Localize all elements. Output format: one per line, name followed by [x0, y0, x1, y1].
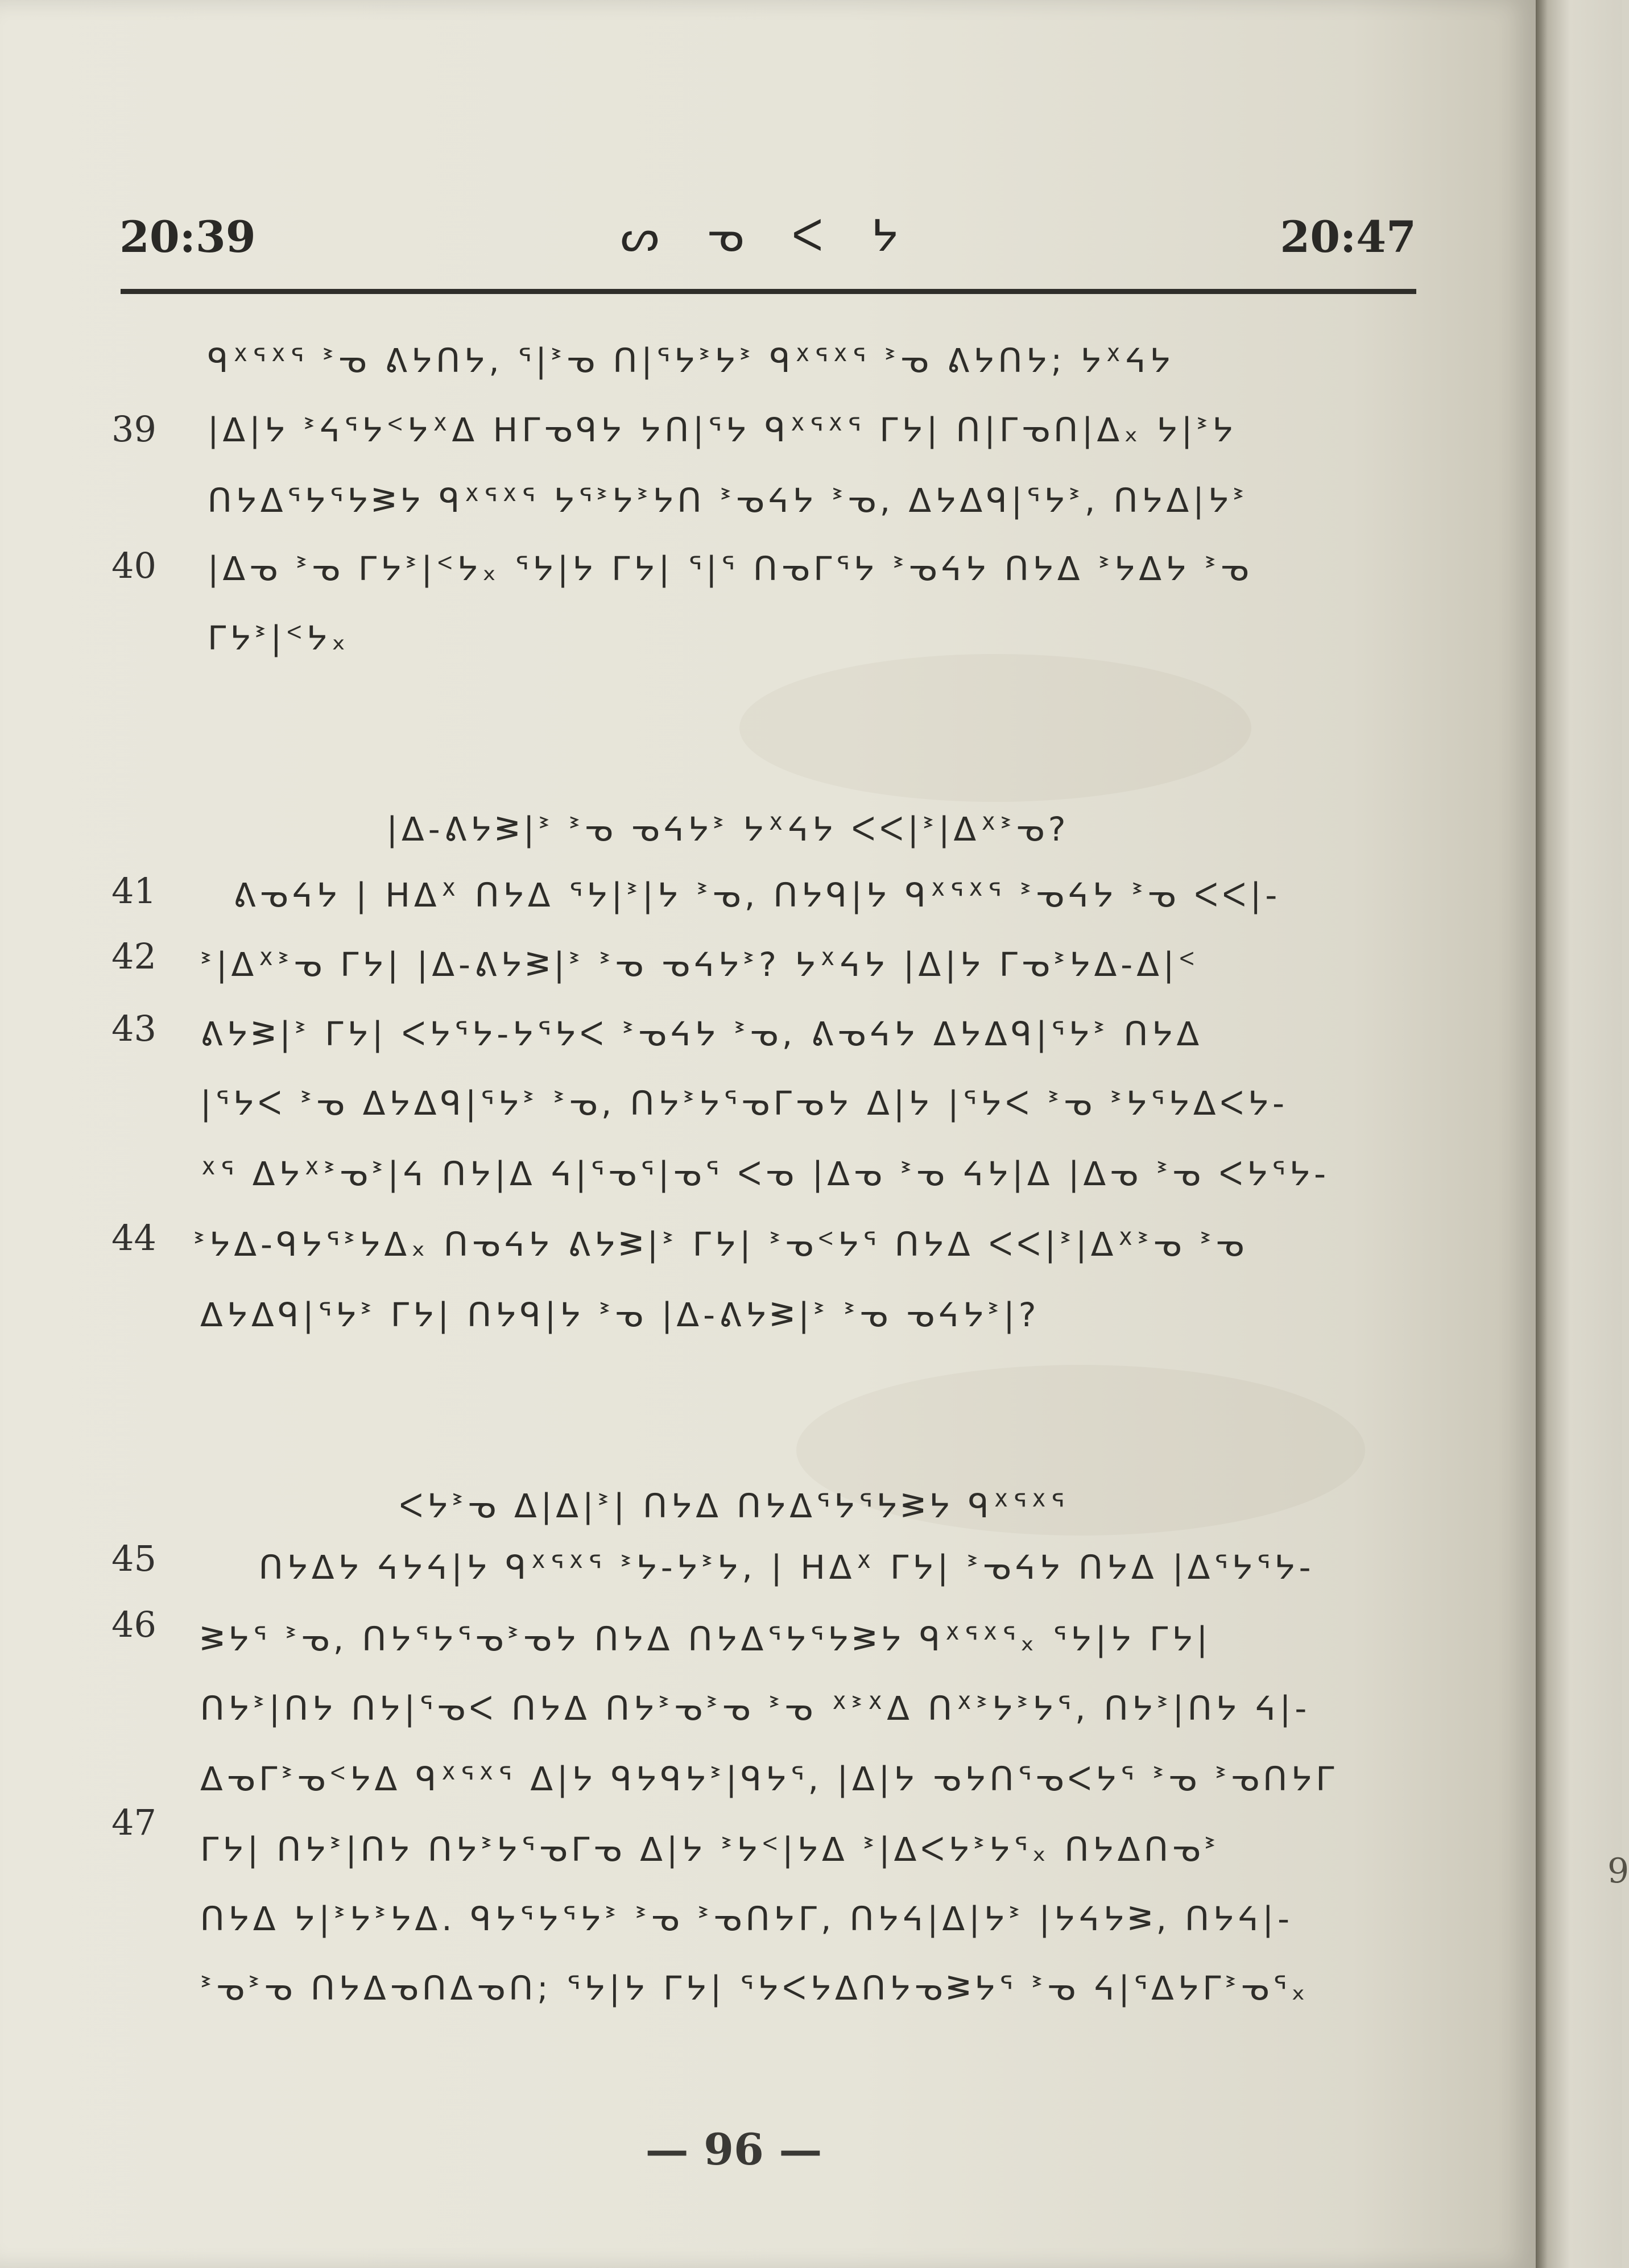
next-page-edge-mark: 9 [1607, 1851, 1629, 1891]
text-line: ᑎᔭᐃᔭ ᔦᔭᔦ|ᔭ ᑫᕁᕐᕁᕐ ᕑᔭ-ᔭᕑᔭ, | ᕼᐃᕁ ᒥᔭ| ᕑᓀᔦᔭ ᑎᔭᐃ |ᐃᕐᔭᕐᔭ- [259, 1548, 1315, 1587]
page-smudge [739, 654, 1251, 802]
text-line: |ᕐᔭᐸ ᕑᓀ ᐃᔭᐃᑫ|ᕐᔭᕑ ᕑᓀ, ᑎᔭᕑᔭᕐᓀᒥᓀᔭ ᐃ|ᔭ |ᕐᔭᐸ ᕑᓀ ᕑᔭᕐᔭᐃᐸᔭ- [200, 1084, 1289, 1123]
header-left-reference: 20:39 [119, 212, 256, 262]
page-header [119, 212, 1416, 274]
text-line: ᕒᔭᕐ ᕑᓀ, ᑎᔭᕐᔭᕐᓀᕑᓀᔭ ᑎᔭᐃ ᑎᔭᐃᕐᔭᕐᔭᕒᔭ ᑫᕁᕐᕁᕐ᙮ ᕐᔭ|ᔭ ᒥᔭ| [200, 1620, 1212, 1658]
verse-number: 46 [111, 1604, 156, 1645]
text-line: ᑎᔭᐃ ᔭ|ᕑᔭᕑᔭᐃ. ᑫᔭᕐᔭᕐᔭᕑ ᕑᓀ ᕑᓀᑎᔭᒥ, ᑎᔭᔦ|ᐃ|ᔭᕑ |ᔭᔦᔭᕒ, ᑎᔭᔦ|- [200, 1899, 1293, 1938]
text-line: ᒥᔭᕑ|ᑉᔭ᙮ [208, 619, 350, 657]
text-line: |ᐃᓀ ᕑᓀ ᒥᔭᕑ|ᑉᔭ᙮ ᕐᔭ|ᔭ ᒥᔭ| ᕐ|ᕐ ᑎᓀᒥᕐᔭ ᕑᓀᔦᔭ ᑎᔭᐃ ᕑᔭᐃᔭ ᕑᓀ [208, 549, 1253, 588]
text-line: ᐃᔭᐃᑫ|ᕐᔭᕑ ᒥᔭ| ᑎᔭᑫ|ᔭ ᕑᓀ |ᐃ-ᕕᔭᕒ|ᕑ ᕑᓀ ᓀᔦᔭᕑ|? [200, 1296, 1040, 1334]
text-line: ᐃᓀᒥᕑᓀᑉᔭᐃ ᑫᕁᕐᕁᕐ ᐃ|ᔭ ᑫᔭᑫᔭᕑ|ᑫᔭᕐ, |ᐃ|ᔭ ᓀᔭᑎᕐᓀᐸᔭᕐ ᕑᓀ ᕑᓀᑎᔭᒥ [200, 1760, 1338, 1798]
next-page-edge [1536, 0, 1622, 2268]
section-heading: ᐸᔭᕑᓀ ᐃ|ᐃ|ᕑ| ᑎᔭᐃ ᑎᔭᐃᕐᔭᕐᔭᕒᔭ ᑫᕁᕐᕁᕐ [399, 1487, 1069, 1525]
header-title: ᔕ ᓀ ᐸ ᔭ [620, 210, 915, 261]
page-number: — 96 — [645, 2124, 822, 2175]
text-line: ᒥᔭ| ᑎᔭᕑ|ᑎᔭ ᑎᔭᕑᔭᕐᓀᒥᓀ ᐃ|ᔭ ᕑᔭᑉ|ᔭᐃ ᕑ|ᐃᐸᔭᕑᔭᕐ᙮ ᑎᔭᐃᑎᓀᕑ [200, 1830, 1221, 1869]
text-line: ᕕᓀᔦᔭ | ᕼᐃᕁ ᑎᔭᐃ ᕐᔭ|ᕑ|ᔭ ᕑᓀ, ᑎᔭᑫ|ᔭ ᑫᕁᕐᕁᕐ ᕑᓀᔦᔭ ᕑᓀ ᐸᐸ|- [233, 876, 1281, 914]
verse-number: 41 [111, 870, 156, 912]
verse-number: 43 [111, 1008, 156, 1049]
header-right-reference: 20:47 [1280, 212, 1416, 262]
verse-number: 39 [111, 408, 156, 450]
verse-number: 44 [111, 1217, 156, 1259]
text-line: ᕁᕐ ᐃᔭᕁᕑᓀᕑ|ᔦ ᑎᔭ|ᐃ ᔦ|ᕐᓀᕐ|ᓀᕐ ᐸᓀ |ᐃᓀ ᕑᓀ ᔦᔭ|ᐃ |ᐃᓀ ᕑᓀ ᐸᔭᕐᔭ- [200, 1154, 1330, 1193]
verse-number: 47 [111, 1802, 156, 1843]
text-line: ᕑᓀᕑᓀ ᑎᔭᐃᓀᑎᐃᓀᑎ; ᕐᔭ|ᔭ ᒥᔭ| ᕐᔭᐸᔭᐃᑎᔭᓀᕒᔭᕐ ᕑᓀ ᔦ|ᕐᐃᔭᒥᕑᓀᕐ᙮ [200, 1969, 1309, 2008]
text-line: ᑫᕁᕐᕁᕐ ᕑᓀ ᕕᔭᑎᔭ, ᕐ|ᕑᓀ ᑎ|ᕐᔭᕑᔭᕑ ᑫᕁᕐᕁᕐ ᕑᓀ ᕕᔭᑎᔭ; ᔭᕁᔦᔭ [208, 341, 1175, 380]
text-line: ᕑ|ᐃᕁᕑᓀ ᒥᔭ| |ᐃ-ᕕᔭᕒ|ᕑ ᕑᓀ ᓀᔦᔭᕑ? ᔭᕁᔦᔭ |ᐃ|ᔭ ᒥᓀᕑᔭᐃ-ᐃ|ᑉ [200, 945, 1199, 984]
section-heading: |ᐃ-ᕕᔭᕒ|ᕑ ᕑᓀ ᓀᔦᔭᕑ ᔭᕁᔦᔭ ᐸᐸ|ᕑ|ᐃᕁᕑᓀ? [386, 810, 1070, 849]
verse-number: 42 [111, 936, 156, 977]
text-line: |ᐃ|ᔭ ᕑᔦᕐᔭᑉᔭᕁᐃ ᕼᒥᓀᑫᔭ ᔭᑎ|ᕐᔭ ᑫᕁᕐᕁᕐ ᒥᔭ| ᑎ|ᒥᓀᑎ|ᐃ᙮ ᔭ|ᕑᔭ [208, 411, 1237, 449]
text-line: ᕕᔭᕒ|ᕑ ᒥᔭ| ᐸᔭᕐᔭ-ᔭᕐᔭᐸ ᕑᓀᔦᔭ ᕑᓀ, ᕕᓀᔦᔭ ᐃᔭᐃᑫ|ᕐᔭᕑ ᑎᔭᐃ [200, 1015, 1204, 1053]
text-line: ᕑᔭᐃ-ᑫᔭᕐᕑᔭᐃ᙮ ᑎᓀᔦᔭ ᕕᔭᕒ|ᕑ ᒥᔭ| ᕑᓀᑉᔭᕐ ᑎᔭᐃ ᐸᐸ|ᕑ|ᐃᕁᕑᓀ ᕑᓀ [193, 1225, 1248, 1264]
verse-number: 40 [111, 545, 156, 586]
text-line: ᑎᔭᕑ|ᑎᔭ ᑎᔭ|ᕐᓀᐸ ᑎᔭᐃ ᑎᔭᕑᓀᕑᓀ ᕑᓀ ᕁᕑᕁᐃ ᑎᕁᕑᔭᕑᔭᕐ, ᑎᔭᕑ|ᑎᔭ ᔦ|- [200, 1689, 1311, 1728]
text-line: ᑎᔭᐃᕐᔭᕐᔭᕒᔭ ᑫᕁᕐᕁᕐ ᔭᕐᕑᔭᕑᔭᑎ ᕑᓀᔦᔭ ᕑᓀ, ᐃᔭᐃᑫ|ᕐᔭᕑ, ᑎᔭᐃ|ᔭᕑ [208, 481, 1249, 520]
verse-number: 45 [111, 1538, 156, 1579]
header-rule [121, 289, 1416, 294]
